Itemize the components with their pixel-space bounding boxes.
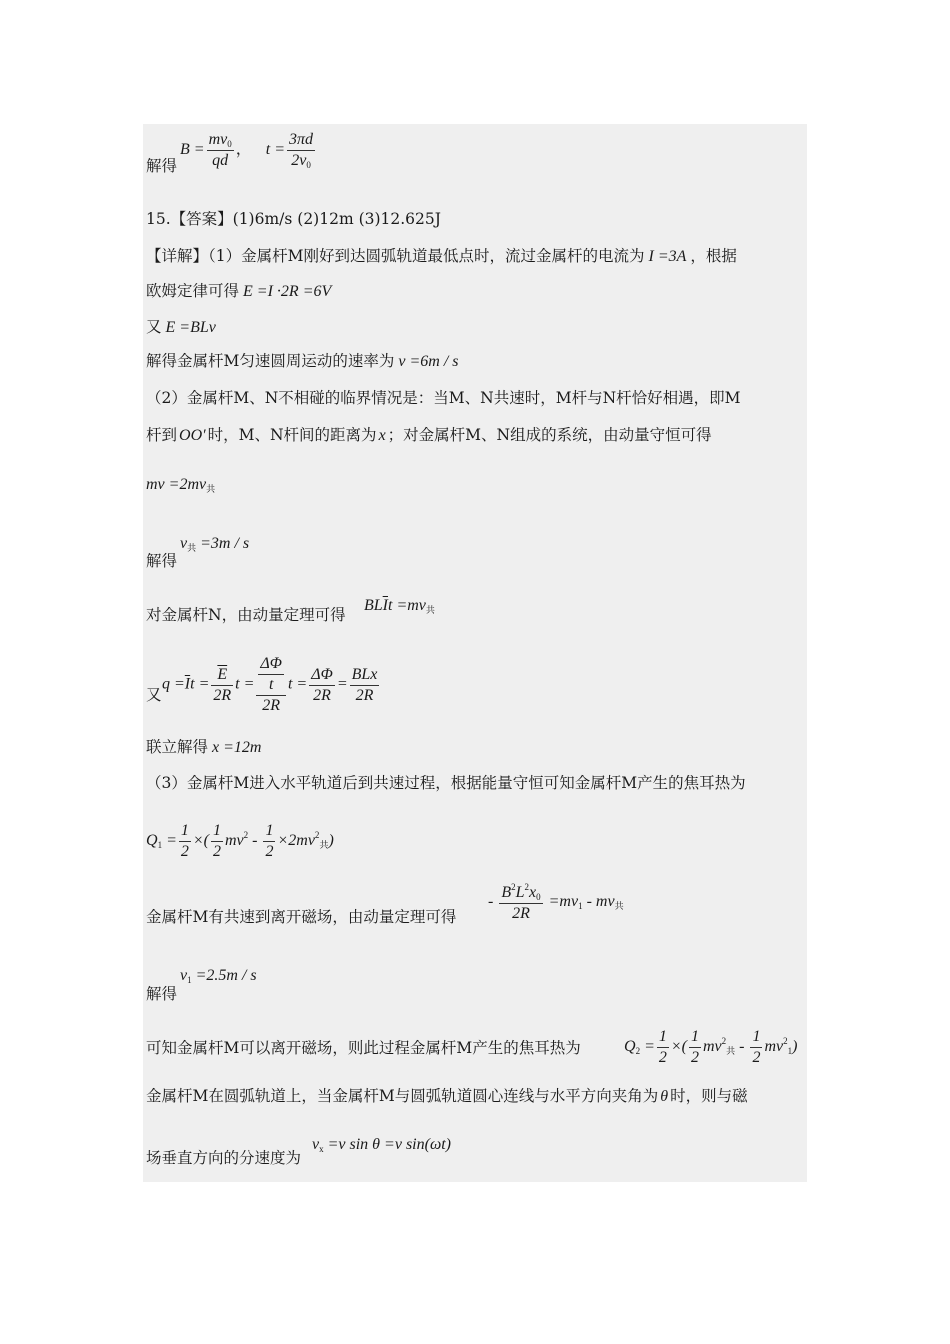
eq-current: I =3A <box>648 248 687 265</box>
eq-B-t: B = $\frac{mv_0}{qd}$ ， t = $\frac{3\pi d}{2v_0}$ <box>180 131 314 170</box>
emf-line: 又 E =BLv <box>146 318 216 336</box>
eq-B-lhs: B = <box>180 141 205 159</box>
impulse-line: 对金属杆N，由动量定理可得 <box>146 606 346 624</box>
solve-label-2: 解得 <box>146 552 178 570</box>
eq-x: x <box>378 427 386 444</box>
frac-t-num: 3πd <box>287 131 315 151</box>
part3-line-1: （3）金属杆M进入水平轨道后到共速过程，根据能量守恒可知金属杆M产生的焦耳热为 <box>146 774 746 792</box>
eq-charge: $q =\overline{I}t$ = $\frac{\overline{E}}{2R}$ t = $\frac{\frac{\Delta\Phi}{t}}{2R}$ t = $\frac{\Delta\Phi}{2R}$ = $\frac{\text{BLx}}{2R}$ <box>162 655 378 714</box>
eq-t-lhs: t = <box>265 141 285 159</box>
eq-oo: OO′ <box>179 427 206 444</box>
part2-line-2: 杆到 OO′ 时，M、N杆间的距离为 x ；对金属杆M、N组成的系统，由动量守恒可得 <box>146 426 712 444</box>
frac-B: $\frac{mv_0}{qd}$ <box>208 131 232 169</box>
eq-ohm: E =I ·2R =6V <box>243 283 332 300</box>
eq-Q1: $Q_1$ = $\frac{1}{2}$ ×( $\frac{1}{2}$ $mv^2$ - $\frac{1}{2}$ $\times 2mv^2_共$) <box>146 822 334 860</box>
solve-label-1: 解得 <box>146 157 178 175</box>
answer-line <box>146 212 441 228</box>
frac-t: $\frac{3\pi d}{2v_0}$ <box>289 131 314 170</box>
eq-distance: x =12m <box>212 739 262 756</box>
frac-B-num: mv <box>208 131 228 148</box>
eq-Q2: $Q_2$ = $\frac{1}{2}$ ×( $\frac{1}{2}$ $mv^2_共$ - $\frac{1}{2}$ $mv^2_1$) <box>624 1028 798 1066</box>
detail-line-1: 【详解】（1）金属杆M刚好到达圆弧轨道最低点时，流过金属杆的电流为 I =3A ，根据 <box>146 247 737 265</box>
angle-line: 金属杆M在圆弧轨道上，当金属杆M与圆弧轨道圆心连线与水平方向夹角为 θ 时，则与磁 <box>146 1087 748 1105</box>
solve-label-3: 解得 <box>146 985 178 1003</box>
eq-emf: E =BLv <box>165 319 216 336</box>
eq-theta: θ <box>660 1088 669 1105</box>
eq-v1: $v_1 =2.5m / s$ <box>180 967 257 985</box>
answer-text: 15.【答案】(1)6m/s (2)12m (3)12.625J <box>146 210 441 228</box>
ohm-line: 欧姆定律可得 E =I ·2R =6V <box>146 282 332 300</box>
eq-vgong: $v_共 =3m / s$ <box>180 535 250 553</box>
frac-B-den: qd <box>212 152 229 169</box>
eq-impulse: $BL\overline{I}t =mv_共$ <box>364 597 435 615</box>
charge-label: 又 <box>146 686 162 704</box>
eq-momentum: mv $=2mv_共$ <box>146 476 216 494</box>
frac-t-den: 2v <box>291 152 307 169</box>
speed-line: 解得金属杆M匀速圆周运动的速率为 v =6m / s <box>146 352 459 370</box>
eq-speed: v =6m / s <box>398 353 459 370</box>
eq-leave: - $\frac{B^2L^2x_0}{2R}$ $=mv_1 - mv_共$ <box>488 882 624 922</box>
distance-line: 联立解得 x =12m <box>146 738 262 756</box>
part2-line-1: （2）金属杆M、N不相碰的临界情况是：当M、N共速时，M杆与N杆恰好相遇，即M <box>146 389 741 407</box>
Q2-line: 可知金属杆M可以离开磁场，则此过程金属杆M产生的焦耳热为 <box>146 1039 581 1057</box>
eq-vx: $v_x =v$ sin θ =v sin(ωt) <box>312 1136 452 1154</box>
leave-line: 金属杆M有共速到离开磁场，由动量定理可得 <box>146 908 457 926</box>
component-line: 场垂直方向的分速度为 <box>146 1149 302 1167</box>
